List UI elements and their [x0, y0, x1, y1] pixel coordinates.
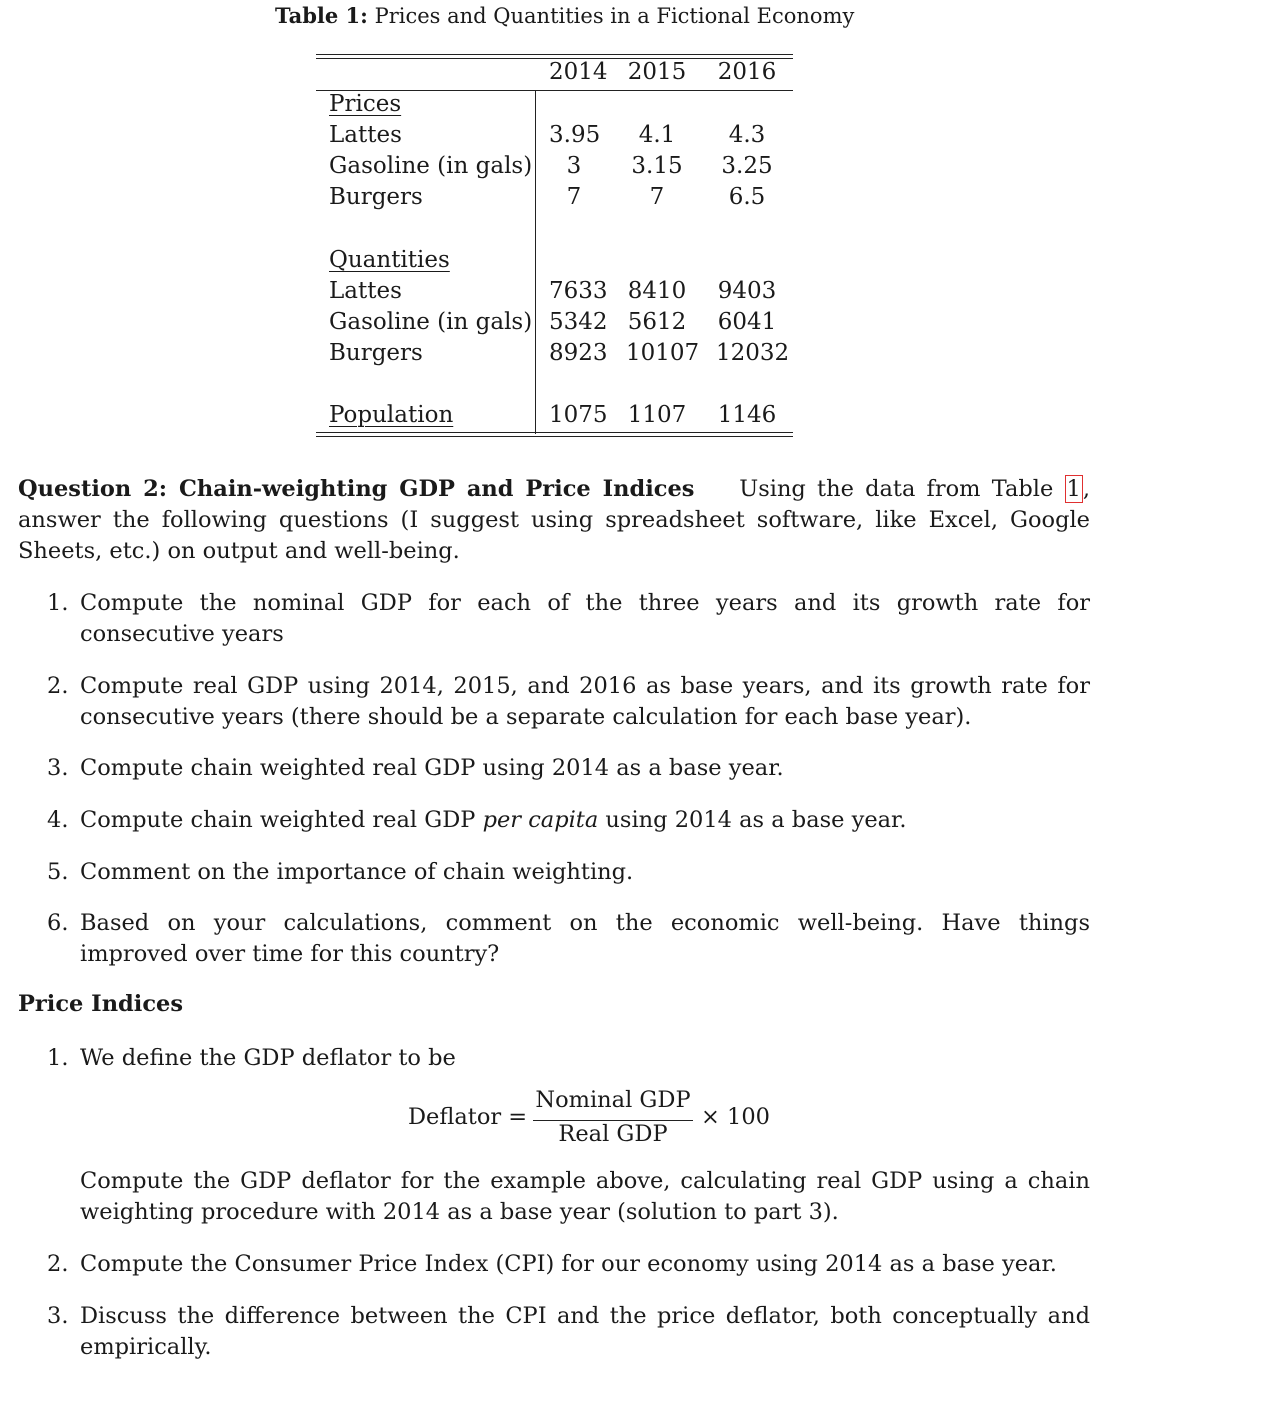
quantity-row-label: Burgers [329, 340, 423, 366]
equation-numerator: Nominal GDP [535, 1087, 691, 1113]
item-text: Based on your calculations, comment on the economic well-being. Have things improved over time for this country? [80, 910, 1090, 967]
table-caption [275, 3, 854, 28]
quantity-cell: 8410 [627, 278, 687, 304]
table-caption-label: Table 1: [275, 3, 368, 28]
item-text: Comment on the importance of chain weighting. [80, 859, 634, 885]
price-cell: 3.25 [721, 153, 773, 179]
item-number: 5. [47, 859, 69, 885]
table-bottom-rule-2 [316, 436, 793, 437]
quantity-cell: 5612 [627, 309, 687, 335]
question-2-item-4 [47, 805, 1090, 836]
price-cell: 6.5 [728, 184, 766, 210]
price-indices-heading: Price Indices [18, 991, 184, 1017]
price-cell: 3.15 [631, 153, 683, 179]
item-text: Compute real GDP using 2014, 2015, and 2016 as base years, and its growth rate for consecutive years (there should be a separate calculation for each base year). [80, 673, 1090, 730]
quantity-cell: 7633 [549, 278, 608, 304]
price-cell: 7 [566, 184, 582, 210]
question-2-title: Question 2: Chain-weighting GDP and Price Indices [18, 476, 695, 502]
equation-lhs: Deflator = [408, 1104, 528, 1130]
item-number: 1. [47, 1045, 69, 1071]
price-row-label: Lattes [329, 122, 402, 148]
population-cell: 1107 [627, 402, 687, 428]
item-number: 4. [47, 807, 69, 833]
price-cell: 4.3 [728, 122, 766, 148]
quantity-cell: 5342 [549, 309, 608, 335]
question-2-item-2 [47, 671, 1090, 733]
item-text-emphasis: per capita [482, 807, 599, 833]
quantity-cell: 8923 [549, 340, 608, 366]
item-text: Compute the nominal GDP for each of the three years and its growth rate for consecutive years [80, 590, 1090, 647]
item-number: 1. [47, 590, 69, 616]
item-number: 3. [47, 1303, 69, 1329]
item-text: Compute the Consumer Price Index (CPI) for our economy using 2014 as a base year. [80, 1251, 1057, 1277]
table-bottom-rule-1 [316, 432, 793, 433]
price-row-label: Burgers [329, 184, 423, 210]
year-header-2015: 2015 [627, 59, 687, 85]
item-text: We define the GDP deflator to be [80, 1045, 456, 1071]
equation-denominator: Real GDP [558, 1121, 668, 1147]
item-number: 2. [47, 1251, 69, 1277]
question-2-item-3 [47, 753, 1090, 784]
quantity-cell: 10107 [626, 340, 700, 366]
table-top-rule-1 [316, 54, 793, 55]
table-vertical-rule [535, 90, 536, 434]
item-number: 2. [47, 673, 69, 699]
question-2-intro-b: , answer the following questions (I suggest using spreadsheet software, like Excel, Google Sheets, etc.) on output and well-being. [18, 476, 1090, 564]
prices-header: Prices [329, 91, 402, 117]
question-2-item-6 [47, 908, 1090, 970]
item-number: 6. [47, 910, 69, 936]
question-2-intro [18, 474, 1090, 567]
population-label: Population [329, 402, 454, 428]
question-2-item-5 [47, 857, 1090, 888]
item-text: Compute the GDP deflator for the example above, calculating real GDP using a chain weighting procedure with 2014 as a base year (solution to part 3). [80, 1168, 1090, 1225]
price-indices-item-1-follow [47, 1166, 1090, 1228]
item-number: 3. [47, 755, 69, 781]
table-reference-link[interactable]: 1 [1066, 476, 1081, 502]
price-cell: 3.95 [549, 122, 601, 148]
item-text-b: using 2014 as a base year. [598, 807, 907, 833]
quantity-row-label: Gasoline (in gals) [329, 309, 533, 335]
question-2-intro-a: Using the data from Table [739, 476, 1054, 502]
price-indices-item-1 [47, 1043, 1090, 1074]
question-2-item-1 [47, 588, 1090, 650]
price-row-label: Gasoline (in gals) [329, 153, 533, 179]
year-header-2016: 2016 [717, 59, 777, 85]
price-indices-item-2 [47, 1249, 1090, 1280]
quantity-cell: 9403 [717, 278, 777, 304]
year-header-2014: 2014 [549, 59, 608, 85]
quantity-cell: 12032 [716, 340, 790, 366]
item-text: Compute chain weighted real GDP using 2014 as a base year. [80, 755, 784, 781]
item-text-a: Compute chain weighted real GDP [80, 807, 483, 833]
price-cell: 4.1 [638, 122, 676, 148]
item-text: Discuss the difference between the CPI and the price deflator, both conceptually and empirically. [80, 1303, 1090, 1360]
equation-multiplier: × 100 [701, 1104, 770, 1130]
quantity-row-label: Lattes [329, 278, 402, 304]
quantity-cell: 6041 [717, 309, 777, 335]
population-cell: 1075 [549, 402, 608, 428]
item-text [80, 805, 1090, 836]
price-cell: 7 [649, 184, 665, 210]
population-cell: 1146 [717, 402, 777, 428]
table-caption-text: Prices and Quantities in a Fictional Economy [374, 4, 855, 28]
price-cell: 3 [566, 153, 582, 179]
price-indices-item-3 [47, 1301, 1090, 1363]
quantities-header: Quantities [329, 247, 450, 273]
